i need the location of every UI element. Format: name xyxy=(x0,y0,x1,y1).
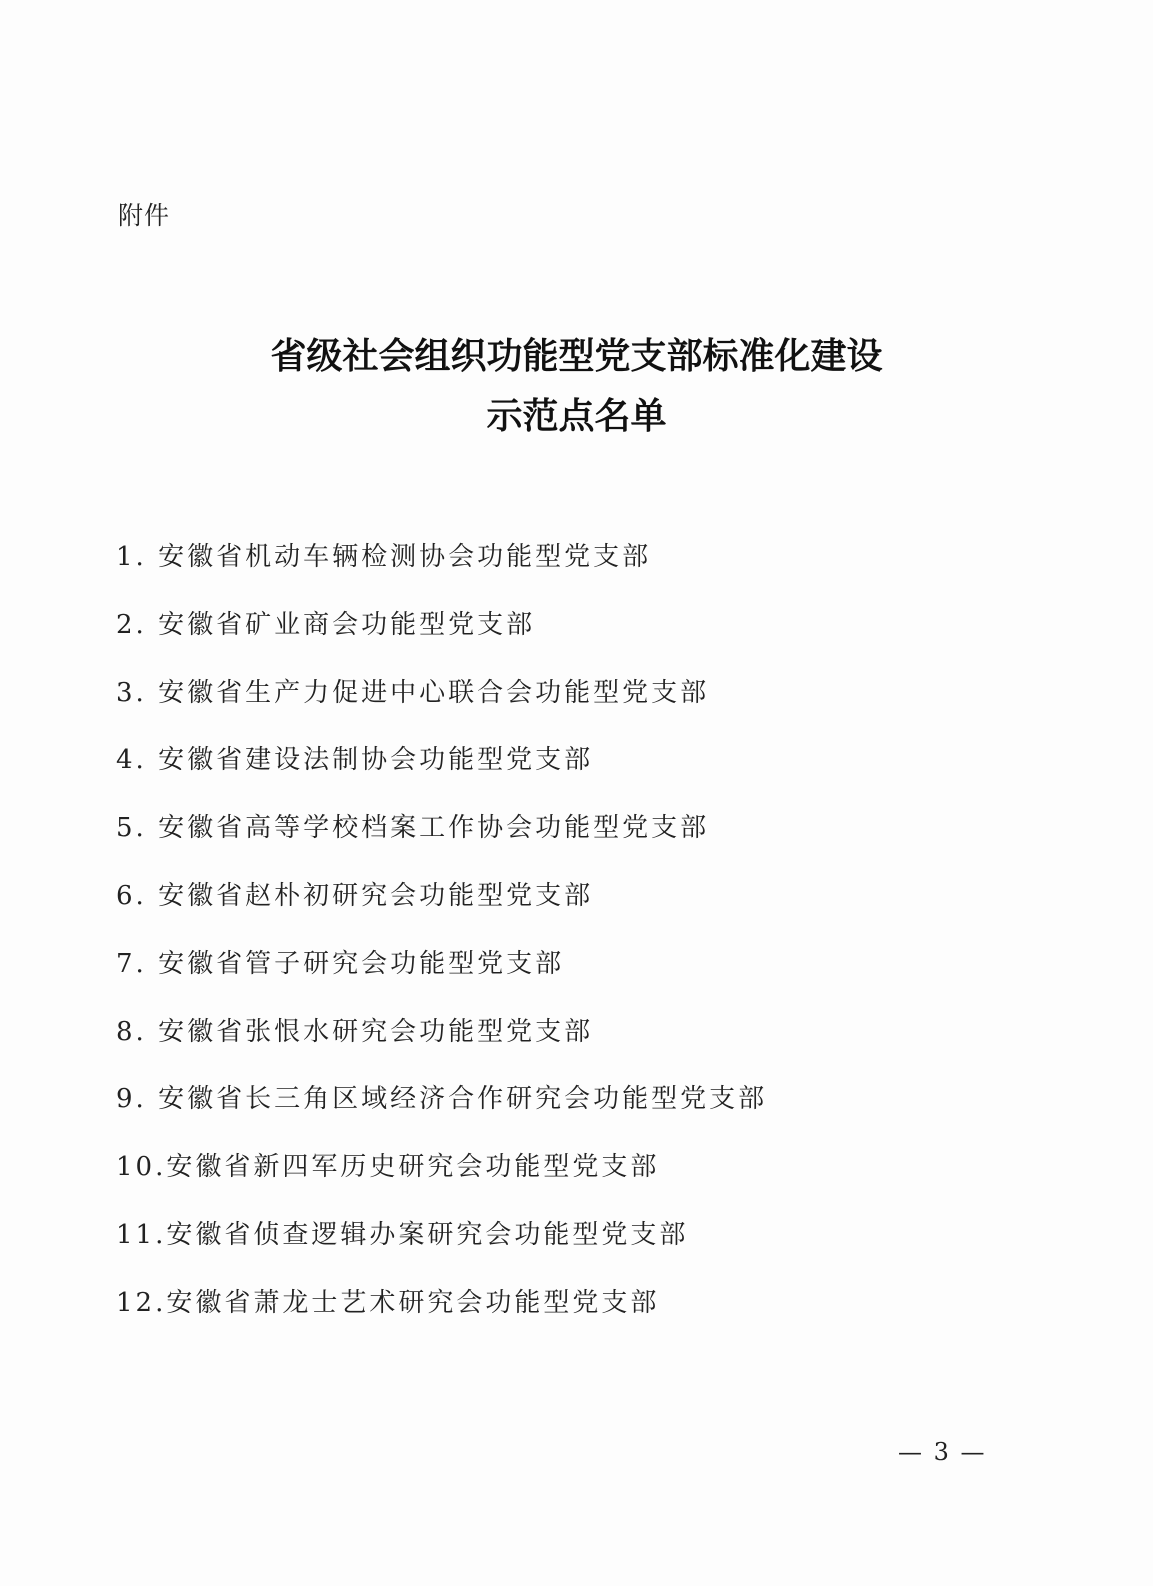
list-item: 8. 安徽省张恨水研究会功能型党支部 xyxy=(116,1016,594,1047)
attachment-label: 附件 xyxy=(118,201,171,230)
list-item: 5. 安徽省高等学校档案工作协会功能型党支部 xyxy=(116,813,710,844)
title-line-2: 示范点名单 xyxy=(486,395,667,437)
list-item: 7. 安徽省管子研究会功能型党支部 xyxy=(116,948,565,979)
list-item: 6. 安徽省赵朴初研究会功能型党支部 xyxy=(116,880,594,911)
list-item: 10.安徽省新四军历史研究会功能型党支部 xyxy=(116,1152,660,1183)
list-item: 9. 安徽省长三角区域经济合作研究会功能型党支部 xyxy=(116,1084,768,1115)
list-item: 4. 安徽省建设法制协会功能型党支部 xyxy=(116,745,594,776)
title-line-1: 省级社会组织功能型党支部标准化建设 xyxy=(270,335,883,377)
list-item: 11.安徽省侦查逻辑办案研究会功能型党支部 xyxy=(116,1219,689,1250)
list-item: 1. 安徽省机动车辆检测协会功能型党支部 xyxy=(116,542,652,572)
branch-list xyxy=(116,534,767,1348)
list-item: 2. 安徽省矿业商会功能型党支部 xyxy=(116,609,536,640)
document-title xyxy=(0,326,1153,446)
page-number: — 3 — xyxy=(898,1438,987,1466)
list-item: 12.安徽省萧龙士艺术研究会功能型党支部 xyxy=(116,1287,660,1318)
list-item: 3. 安徽省生产力促进中心联合会功能型党支部 xyxy=(116,677,710,708)
